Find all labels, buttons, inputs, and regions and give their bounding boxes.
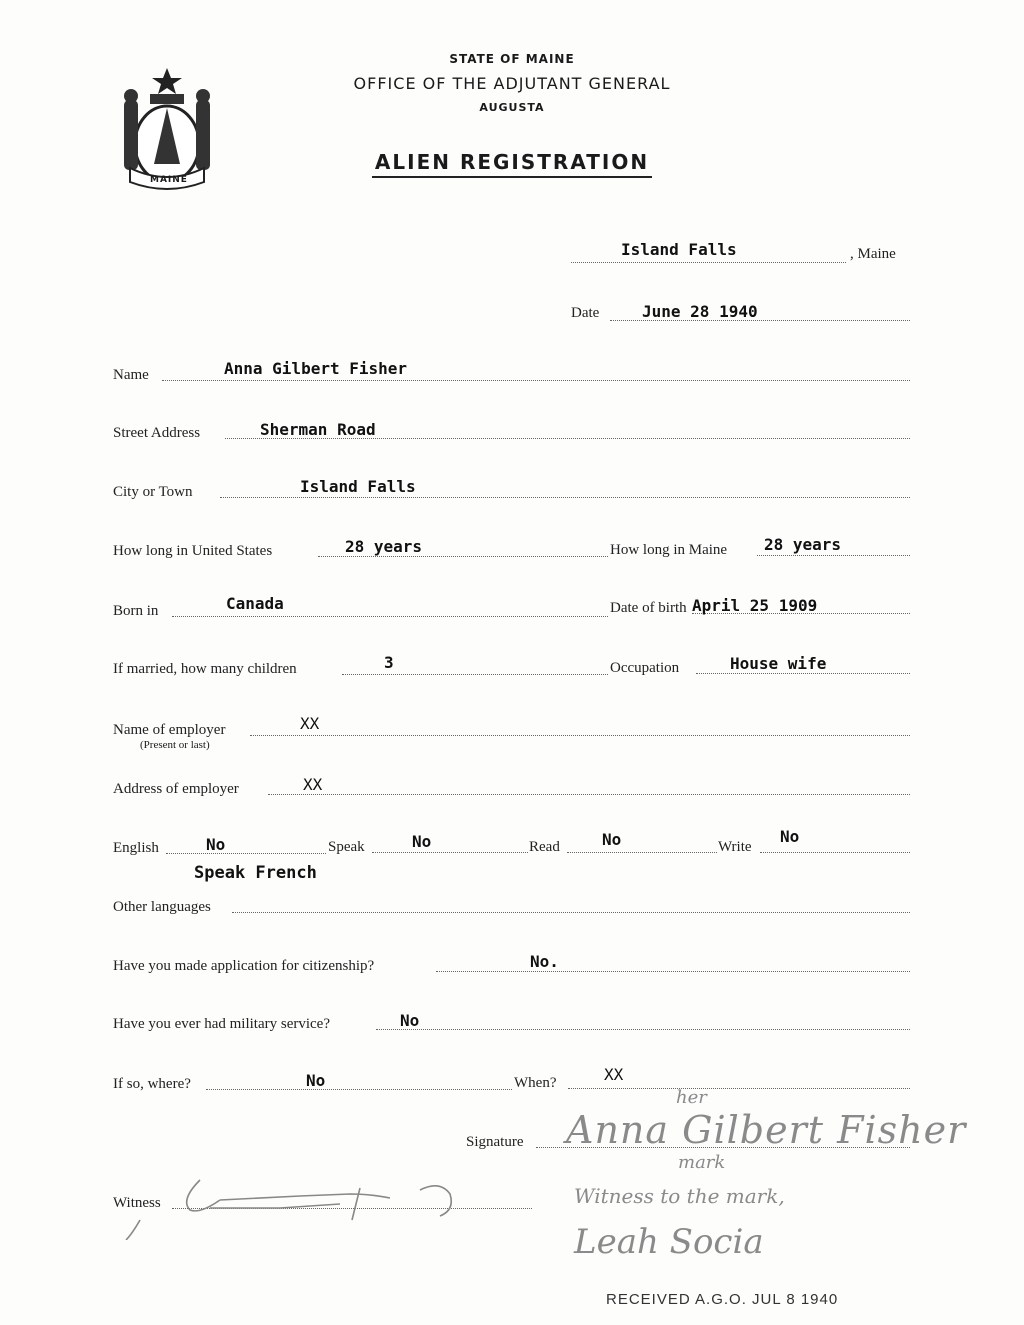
where-label: If so, where? <box>113 1076 191 1092</box>
seal-label: MAINE <box>150 175 188 185</box>
dob-value: April 25 1909 <box>692 596 818 615</box>
english-label: English <box>113 840 159 856</box>
employer-address-value: XX <box>303 775 323 794</box>
us-label: How long in United States <box>113 543 273 559</box>
city-heading: AUGUSTA <box>479 101 545 114</box>
employer-label: Name of employer <box>113 722 226 738</box>
location-line <box>571 262 846 263</box>
when-line <box>568 1088 910 1089</box>
signature-handwriting: Anna Gilbert Fisher <box>566 1108 967 1152</box>
date-label: Date <box>571 305 600 321</box>
occupation-value: House wife <box>730 654 827 673</box>
occupation-label: Occupation <box>610 660 680 676</box>
maine-line <box>757 555 910 556</box>
form-title: ALIEN REGISTRATION <box>374 150 650 174</box>
other-languages-label: Other languages <box>113 899 211 915</box>
witness-name: Leah Socia <box>574 1222 764 1262</box>
write-label: Write <box>718 839 752 855</box>
maine-seal <box>112 64 222 194</box>
state-heading: STATE OF MAINE <box>449 52 575 66</box>
children-label: If married, how many children <box>113 661 297 677</box>
witness-label: Witness <box>113 1195 161 1211</box>
us-value: 28 years <box>345 537 423 556</box>
english-value: No <box>206 835 226 854</box>
signature-her: her <box>676 1087 707 1108</box>
signature-label: Signature <box>466 1134 524 1150</box>
street-value: Sherman Road <box>260 420 376 439</box>
other-languages-line <box>232 912 910 913</box>
military-label: Have you ever had military service? <box>113 1016 330 1032</box>
title-underline <box>372 176 652 178</box>
occupation-line <box>696 673 910 674</box>
dob-label: Date of birth <box>610 600 687 616</box>
received-stamp: RECEIVED A.G.O. JUL 8 1940 <box>606 1291 839 1308</box>
citizenship-label: Have you made application for citizenship? <box>113 958 375 974</box>
children-value: 3 <box>384 653 394 672</box>
name-value: Anna Gilbert Fisher <box>224 359 408 378</box>
witness-note: Witness to the mark, <box>574 1184 785 1208</box>
citizenship-line <box>436 971 910 972</box>
write-value: No <box>780 827 800 846</box>
witness-scribble <box>120 1170 480 1240</box>
where-line <box>206 1089 512 1090</box>
signature-mark: mark <box>678 1152 726 1173</box>
city-value: Island Falls <box>300 477 416 496</box>
speak-line <box>372 852 528 853</box>
military-line <box>376 1029 910 1030</box>
other-languages-value: Speak French <box>194 863 317 883</box>
location-value: Island Falls <box>621 240 737 259</box>
employer-sublabel: (Present or last) <box>140 739 210 751</box>
name-line <box>162 380 910 381</box>
born-label: Born in <box>113 603 159 619</box>
location-suffix: , Maine <box>850 246 896 262</box>
maine-label: How long in Maine <box>610 542 728 558</box>
maine-value: 28 years <box>764 535 842 554</box>
employer-line <box>250 735 910 736</box>
english-line <box>166 853 326 854</box>
military-value: No <box>400 1011 420 1030</box>
city-line <box>220 497 910 498</box>
read-label: Read <box>529 839 560 855</box>
employer-value: XX <box>300 714 320 733</box>
us-line <box>318 556 608 557</box>
read-value: No <box>602 830 622 849</box>
born-value: Canada <box>226 594 284 613</box>
speak-value: No <box>412 832 432 851</box>
read-line <box>567 852 717 853</box>
speak-label: Speak <box>328 839 365 855</box>
born-line <box>172 616 608 617</box>
date-value: June 28 1940 <box>642 302 758 321</box>
name-label: Name <box>113 367 149 383</box>
city-label: City or Town <box>113 484 193 500</box>
children-line <box>342 674 608 675</box>
street-label: Street Address <box>113 425 201 441</box>
write-line <box>760 852 910 853</box>
where-value: No <box>306 1071 326 1090</box>
citizenship-value: No. <box>530 952 559 971</box>
when-value: XX <box>604 1065 624 1084</box>
employer-address-line <box>268 794 910 795</box>
employer-address-label: Address of employer <box>113 781 239 797</box>
when-label: When? <box>514 1075 557 1091</box>
office-heading: OFFICE OF THE ADJUTANT GENERAL <box>353 74 671 93</box>
